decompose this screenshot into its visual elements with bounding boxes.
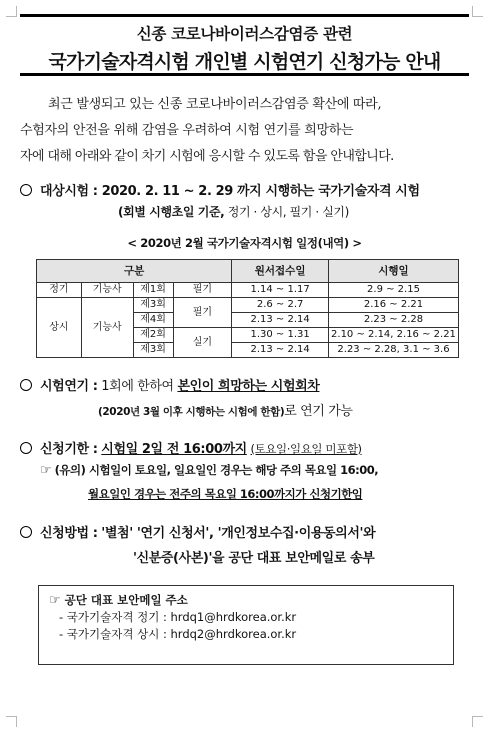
table-row — [37, 298, 459, 313]
method-line2: '신분증(사본)'을 공단 대표 보안메일로 송부 — [133, 551, 375, 566]
cell-round: 제4회 — [133, 313, 173, 328]
intro-line: 자에 대해 아래와 같이 차기 시험에 응시할 수 있도록 함을 안내합니다. — [20, 149, 394, 164]
method-section — [20, 522, 375, 541]
circle-bullet-icon — [20, 442, 32, 454]
cell-subject: 필기 — [173, 298, 232, 328]
cell-apply: 2.6 ~ 2.7 — [232, 298, 329, 313]
target-section — [20, 180, 420, 199]
method-line1: '별첨' '연기 신청서', '개인정보수집·이용동의서'와 — [101, 526, 376, 541]
cell-grade: 기능사 — [81, 298, 133, 358]
page-corner-mark — [472, 6, 483, 17]
deadline-section — [20, 438, 362, 457]
table-row — [37, 283, 459, 298]
cell-exam: 2.10 ~ 2.14, 2.16 ~ 2.21 — [328, 328, 458, 343]
deadline-paren: (토요일·일요일 미포함) — [250, 442, 362, 456]
postpone-pre: 1회에 한하여 — [101, 379, 178, 394]
cell-exam: 2.16 ~ 2.21 — [328, 298, 458, 313]
notice-line: - 국가기술자격 정기 : hrdq1@hrdkorea.or.kr — [59, 610, 297, 624]
cell-round: 제3회 — [133, 343, 173, 358]
exam-schedule-table — [36, 259, 459, 358]
cell-type: 상시 — [37, 298, 82, 358]
cell-round: 제3회 — [133, 298, 173, 313]
cell-apply: 1.14 ~ 1.17 — [232, 283, 329, 298]
intro-line: 수험자의 안전을 위해 감염을 우려하여 시험 연기를 희망하는 — [20, 123, 354, 138]
pointing-hand-icon: ☞ — [49, 593, 61, 608]
postpone-label: 시험연기 : — [40, 379, 98, 394]
table-header-row — [37, 260, 459, 283]
notice-title-row — [49, 592, 443, 609]
deadline-caution-cont — [88, 486, 362, 502]
method-cont — [133, 547, 374, 566]
deadline-label: 신청기한 : — [40, 442, 98, 457]
circle-bullet-icon — [20, 184, 32, 196]
notice-line: - 국가기술자격 상시 : hrdq2@hrdkorea.or.kr — [59, 627, 297, 641]
cell-type: 정기 — [37, 283, 82, 298]
cell-round: 제1회 — [133, 283, 173, 298]
cell-exam: 2.23 ~ 2.28, 3.1 ~ 3.6 — [328, 343, 458, 358]
page-corner-mark — [6, 716, 17, 727]
document-subtitle: 신종 코로나바이러스감염증 관련 — [136, 25, 353, 43]
target-detail — [118, 203, 349, 220]
postpone-highlight: 본인이 희망하는 시험회차 — [177, 379, 320, 394]
target-label: 대상시험 : — [40, 184, 98, 199]
postpone-section — [20, 375, 319, 394]
cell-exam: 2.23 ~ 2.28 — [328, 313, 458, 328]
cell-exam: 2.9 ~ 2.15 — [328, 283, 458, 298]
target-detail-rest: 정기 · 상시, 필기 · 실기) — [224, 205, 349, 219]
pointing-hand-icon: ☞ — [40, 463, 52, 478]
cell-grade: 기능사 — [81, 283, 133, 298]
cell-subject: 필기 — [173, 283, 232, 298]
caution-line2: 월요일인 경우는 전주의 목요일 16:00까지가 신청기한임 — [88, 487, 363, 501]
deadline-text: 시험일 2일 전 16:00까지 — [101, 442, 247, 457]
header-division: 구분 — [37, 260, 232, 283]
secure-mail-notice-box — [38, 585, 454, 665]
circle-bullet-icon — [20, 526, 32, 538]
document-title: 국가기술자격시험 개인별 시험연기 신청가능 안내 — [48, 51, 441, 73]
intro-line: 최근 발생되고 있는 신종 코로나바이러스감염증 확산에 따라, — [48, 97, 382, 112]
cell-apply: 2.13 ~ 2.14 — [232, 313, 329, 328]
header-exam-date: 시행일 — [328, 260, 458, 283]
postpone-note: (2020년 3월 이후 시행하는 시험에 한함) — [98, 406, 285, 418]
method-label: 신청방법 : — [40, 526, 98, 541]
notice-title: 공단 대표 보안메일 주소 — [64, 593, 188, 607]
page-corner-mark — [472, 716, 483, 727]
target-detail-basis: (회별 시행초일 기준, — [118, 205, 225, 219]
intro-paragraph — [20, 92, 469, 170]
title-box — [20, 14, 469, 76]
postpone-post: 로 연기 가능 — [284, 404, 353, 419]
table-title: < 2020년 2월 국가기술자격시험 일정(내역) > — [127, 236, 362, 250]
cell-apply: 1.30 ~ 1.31 — [232, 328, 329, 343]
cell-round: 제2회 — [133, 328, 173, 343]
cell-apply: 2.13 ~ 2.14 — [232, 343, 329, 358]
caution-line1: (유의) 시험일이 토요일, 일요일인 경우는 해당 주의 목요일 16:00, — [54, 463, 379, 477]
header-apply-date: 원서접수일 — [232, 260, 329, 283]
postpone-detail — [98, 400, 353, 419]
circle-bullet-icon — [20, 379, 32, 391]
target-text: 2020. 2. 11 ~ 2. 29 까지 시행하는 국가기술자격 시험 — [101, 184, 420, 199]
deadline-caution — [40, 462, 378, 478]
page-corner-mark — [6, 6, 17, 17]
cell-subject: 실기 — [173, 328, 232, 358]
